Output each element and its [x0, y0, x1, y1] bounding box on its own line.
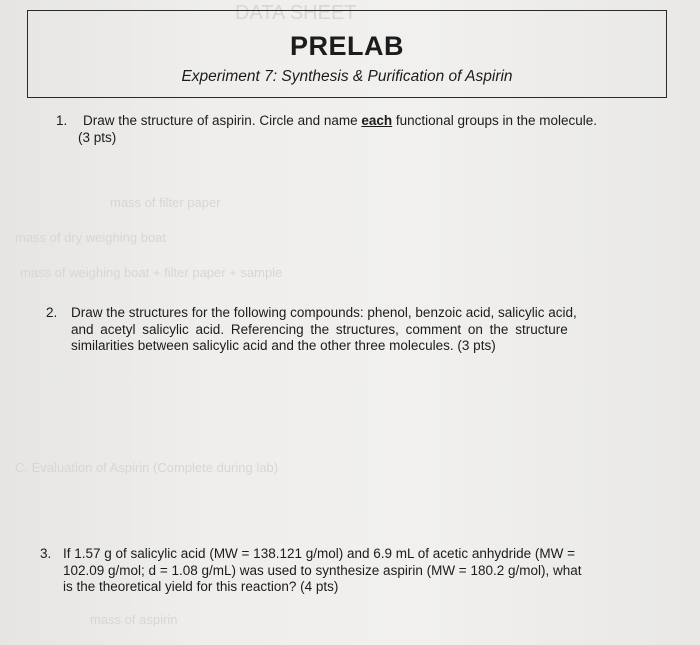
- question-line: If 1.57 g of salicylic acid (MW = 138.121 g/mol) and 6.9 mL of acetic anhydride (MW =: [63, 546, 575, 561]
- question-line: (3 pts): [78, 129, 117, 145]
- question-text: [78, 113, 598, 146]
- question-1: [56, 113, 656, 153]
- bleed-through-text: mass of weighing boat + filter paper + sample: [20, 265, 283, 280]
- question-line: Draw the structure of aspirin. Circle and name each functional groups in the molecule.: [83, 113, 598, 128]
- bleed-through-text: mass of dry weighing boat: [15, 230, 167, 245]
- question-text: [71, 305, 577, 355]
- question-line: Draw the structures for the following compounds: phenol, benzoic acid, salicylic acid,: [71, 305, 577, 320]
- page-title: PRELAB: [289, 31, 404, 61]
- question-number: 1.: [56, 113, 68, 128]
- bleed-through-text: mass of aspirin: [90, 612, 178, 627]
- question-number: 2.: [46, 305, 58, 320]
- emphasis-each: each: [361, 113, 393, 128]
- question-text: [63, 546, 582, 596]
- question-line: and acetyl salicylic acid. Referencing the structures, comment on the structure: [71, 321, 568, 337]
- question-line: similarities between salicylic acid and the other three molecules. (3 pts): [71, 338, 496, 353]
- question-3: [40, 546, 680, 598]
- bleed-through-text: C. Evaluation of Aspirin (Complete during lab): [15, 460, 279, 475]
- bleed-through-text: DATA SHEET: [235, 2, 357, 24]
- bleed-through-text: mass of filter paper: [110, 195, 221, 210]
- question-2: [46, 305, 666, 357]
- experiment-subtitle: Experiment 7: Synthesis & Purification of Aspirin: [181, 68, 513, 85]
- question-line: 102.09 g/mol; d = 1.08 g/mL) was used to synthesize aspirin (MW = 180.2 g/mol), what: [63, 562, 582, 578]
- question-line: is the theoretical yield for this reaction? (4 pts): [63, 579, 339, 594]
- question-number: 3.: [40, 546, 52, 561]
- header-box: [27, 10, 667, 98]
